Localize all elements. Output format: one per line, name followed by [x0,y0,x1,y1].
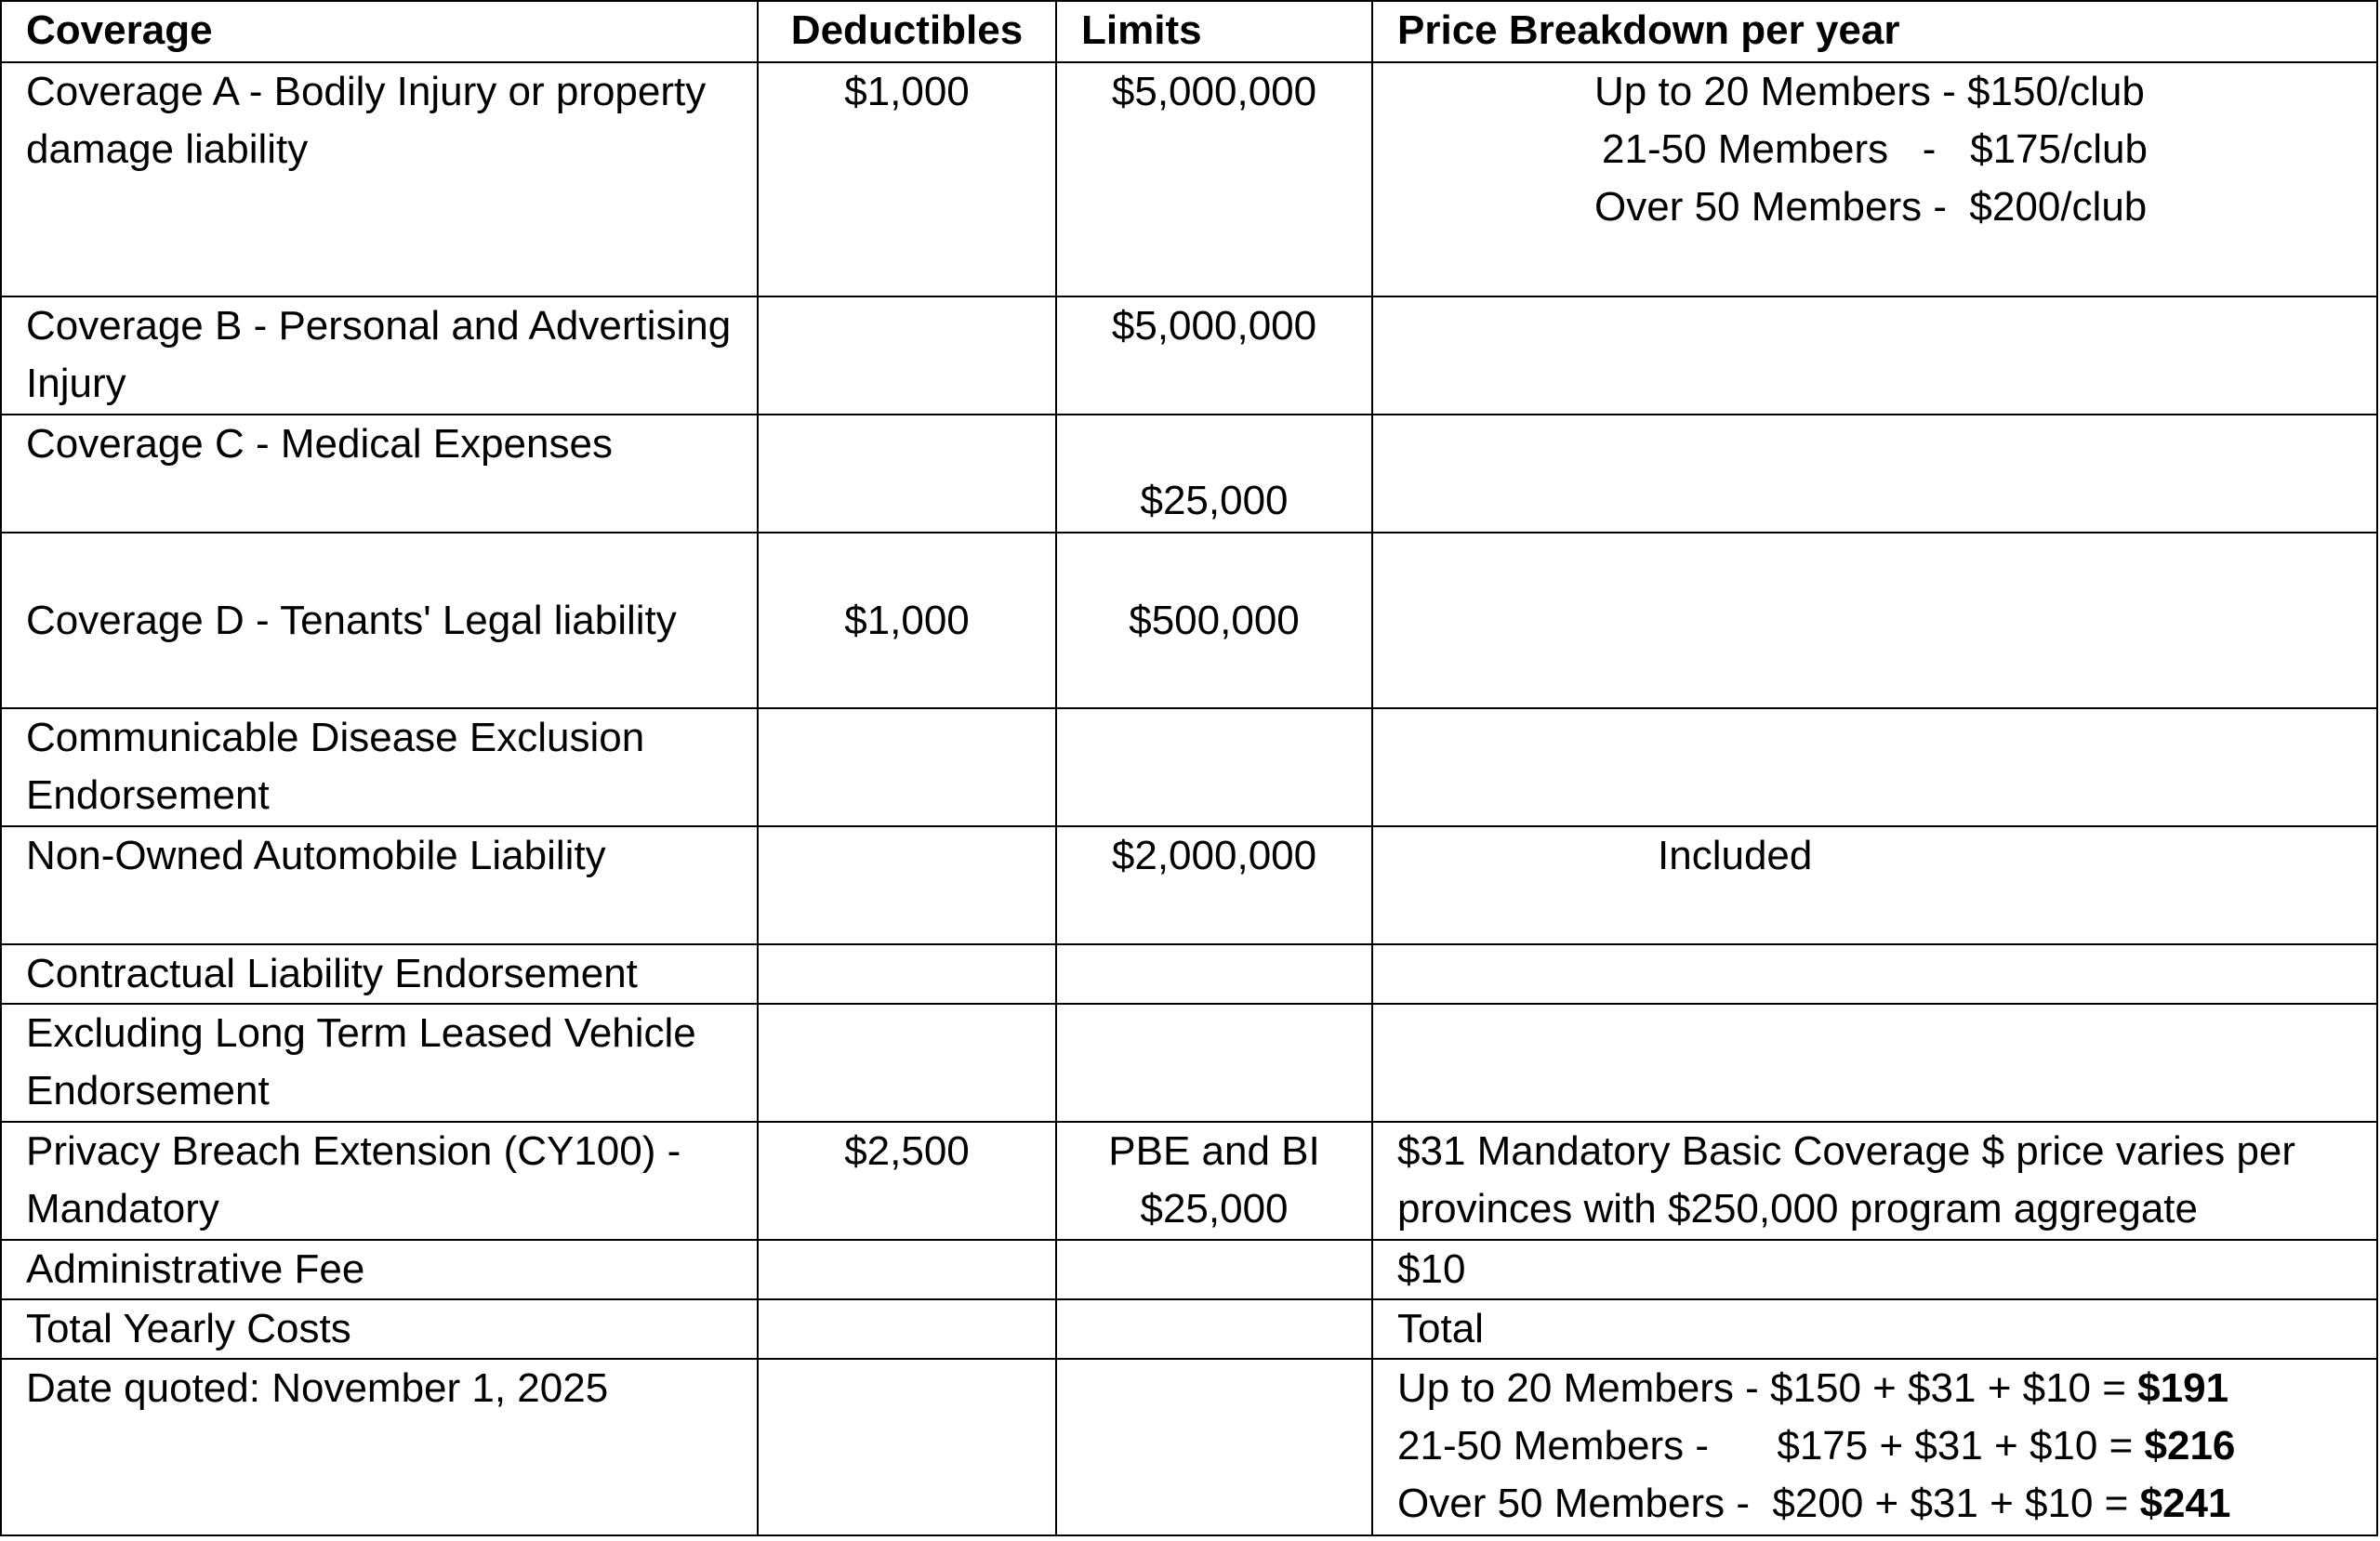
admin-deductible [758,1240,1056,1299]
contractual-price [1372,944,2377,1004]
coverage-c-deductible [758,415,1056,533]
price-line: 21-50 Members - $175/club [1602,126,2148,172]
coverage-b-deductible [758,296,1056,415]
total-price: Total [1372,1299,2377,1359]
non-owned-name: Non-Owned Automobile Liability [1,826,758,944]
excluding-deductible [758,1004,1056,1122]
non-owned-price [1372,826,2377,944]
communicable-deductible [758,708,1056,826]
total-line-amount: $191 [2137,1365,2229,1411]
coverage-a-price [1372,62,2377,296]
total-deductible [758,1299,1056,1359]
non-owned-limit: $2,000,000 [1056,826,1372,944]
header-price: Price Breakdown per year [1372,1,2377,62]
contractual-limit [1056,944,1372,1004]
coverage-b-price [1372,296,2377,415]
contractual-deductible [758,944,1056,1004]
table-row [1,826,2377,944]
non-owned-deductible [758,826,1056,944]
total-breakdown [1372,1359,2377,1535]
table-row [1,62,2377,296]
excluding-name: Excluding Long Term Leased Vehicle Endorsement [1,1004,758,1122]
total-line [1397,1360,2352,1417]
date-deductible [758,1359,1056,1535]
table-row [1,1299,2377,1359]
date-limit [1056,1359,1372,1535]
table-row [1,944,2377,1004]
price-line: Over 50 Members - $200/club [1594,184,2148,230]
admin-name: Administrative Fee [1,1240,758,1299]
privacy-limit-line: PBE and BI [1108,1128,1320,1174]
table-row [1,1122,2377,1240]
communicable-price [1372,708,2377,826]
included-text: Included [1658,833,1813,878]
table-row [1,296,2377,415]
excluding-limit [1056,1004,1372,1122]
communicable-name: Communicable Disease Exclusion Endorsement [1,708,758,826]
coverage-c-price [1372,415,2377,533]
total-line [1397,1417,2352,1475]
coverage-d-price [1372,533,2377,708]
header-limits: Limits [1056,1,1372,62]
total-line-amount: $241 [2139,1481,2231,1526]
price-line: Up to 20 Members - $150/club [1594,69,2145,114]
privacy-limit [1056,1122,1372,1240]
date-quoted: Date quoted: November 1, 2025 [1,1359,758,1535]
coverage-d-name: Coverage D - Tenants' Legal liability [1,533,758,708]
coverage-b-name: Coverage B - Personal and Advertising Injury [1,296,758,415]
communicable-limit [1056,708,1372,826]
coverage-c-limit: $25,000 [1056,415,1372,533]
total-line-formula: Up to 20 Members - $150 + $31 + $10 = [1397,1365,2138,1411]
contractual-name: Contractual Liability Endorsement [1,944,758,1004]
table-row [1,1359,2377,1535]
table-row [1,1004,2377,1122]
coverage-c-name: Coverage C - Medical Expenses [1,415,758,533]
coverage-a-deductible: $1,000 [758,62,1056,296]
coverage-b-limit: $5,000,000 [1056,296,1372,415]
coverage-d-deductible: $1,000 [758,533,1056,708]
admin-price: $10 [1372,1240,2377,1299]
coverage-d-limit: $500,000 [1056,533,1372,708]
privacy-limit-line: $25,000 [1140,1186,1289,1231]
total-name: Total Yearly Costs [1,1299,758,1359]
total-line-formula: Over 50 Members - $200 + $31 + $10 = [1397,1481,2140,1526]
total-line [1397,1475,2352,1533]
table-row [1,415,2377,533]
header-coverage: Coverage [1,1,758,62]
total-line-formula: 21-50 Members - $175 + $31 + $10 = [1397,1423,2145,1469]
privacy-deductible: $2,500 [758,1122,1056,1240]
total-limit [1056,1299,1372,1359]
header-row [1,1,2377,62]
privacy-price: $31 Mandatory Basic Coverage $ price varies per provinces with $250,000 program aggregate [1372,1122,2377,1240]
header-deductibles: Deductibles [758,1,1056,62]
total-line-amount: $216 [2144,1423,2236,1469]
excluding-price [1372,1004,2377,1122]
privacy-name: Privacy Breach Extension (CY100) - Mandatory [1,1122,758,1240]
coverage-a-limit: $5,000,000 [1056,62,1372,296]
table-row [1,533,2377,708]
table-row [1,1240,2377,1299]
admin-limit [1056,1240,1372,1299]
table-row [1,708,2377,826]
coverage-a-name: Coverage A - Bodily Injury or property damage liability [1,62,758,296]
